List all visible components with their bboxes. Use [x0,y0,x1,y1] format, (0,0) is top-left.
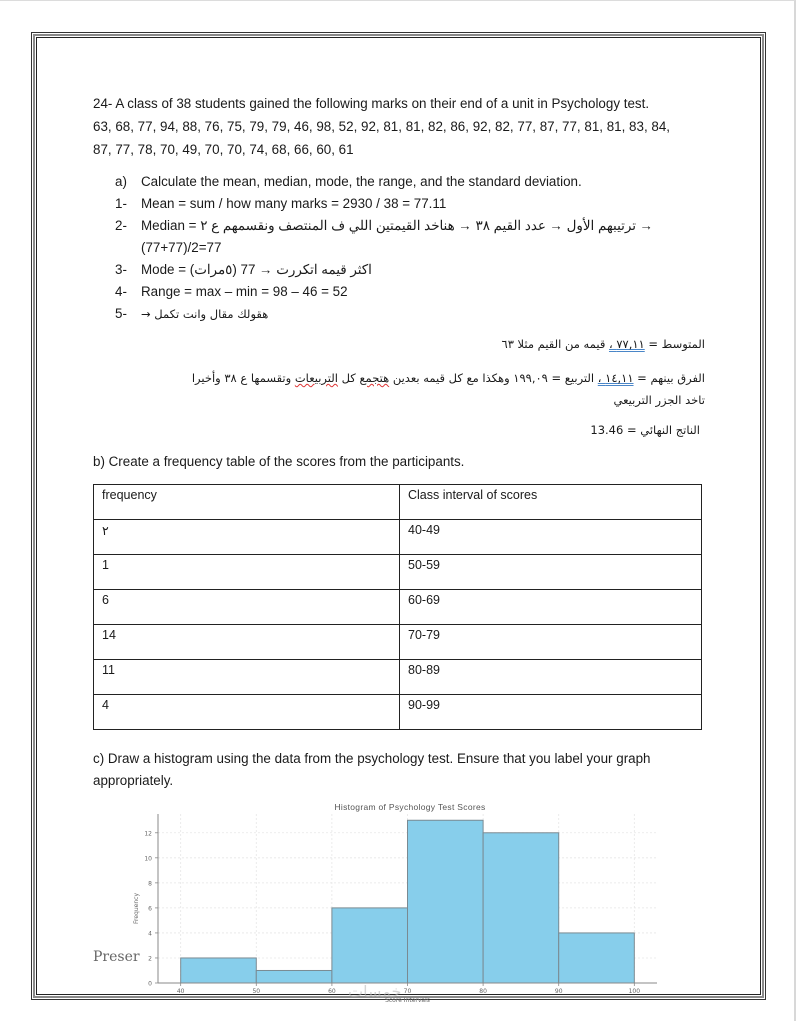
note-text: المتوسط = [644,337,705,351]
y-tick-label: 6 [148,905,152,913]
histogram-bar [483,833,559,983]
cell-frequency: 1 [94,555,400,590]
note-text: كل [337,371,360,385]
x-tick-label: 50 [252,988,261,995]
histogram-bar [332,908,408,983]
y-tick-label: 0 [148,980,152,988]
underlined-value: ٧٧,١١ ، [608,337,645,351]
median-continuation: (77+77)/2=77 [141,240,222,255]
x-tick-label: 40 [176,988,185,995]
cell-frequency: 11 [94,660,400,695]
table-row [94,590,702,625]
item-text: Mode = اكثر قيمه اتكررت → 77 (٥مرات) [141,262,372,277]
y-tick-label: 8 [148,880,152,888]
cell-interval: 70-79 [400,625,702,660]
table-header-row [94,485,702,520]
part-c-heading-line-1: c) Draw a histogram using the data from the psychology test. Ensure that you label your graph [93,751,651,766]
item-text: هقولك مقال وانت تكمل → [141,307,269,321]
item-number: 1- [115,196,127,211]
x-axis-label: Score Intervals [385,997,430,1004]
cell-interval: 50-59 [400,555,702,590]
table-row [94,555,702,590]
marks-line-2: 87, 77, 78, 70, 49, 70, 70, 74, 68, 66, 60, 61 [93,142,354,157]
question-title: 24- A class of 38 students gained the following marks on their end of a unit in Psychology test. [93,96,650,111]
frequency-table [93,484,702,730]
watermark: خمسات [348,982,402,1001]
x-tick-label: 90 [554,988,563,995]
header-frequency: frequency [94,485,400,520]
cell-interval: 90-99 [400,695,702,730]
item-number: 5- [115,306,127,321]
arabic-note-sqrt: تاخد الجزر التربيعي [613,393,705,407]
cell-frequency: 4 [94,695,400,730]
arabic-note-result: الناتج النهائي = 13.46 [590,423,700,437]
item-number: 2- [115,218,127,233]
part-b-heading: b) Create a frequency table of the scores from the participants. [93,454,465,469]
part-c-heading-line-2: appropriately. [93,773,174,788]
x-tick-label: 70 [403,988,412,995]
preser-overlay-text: Preser [93,949,140,965]
histogram-bar [408,820,484,983]
item-text: Range = max – min = 98 – 46 = 52 [141,284,348,299]
histogram-bar [256,970,332,983]
y-axis-label: Frequency [133,893,140,924]
item-number: 3- [115,262,127,277]
cell-interval: 40-49 [400,520,702,555]
spellcheck-word: التربيعات [294,371,338,385]
x-tick-label: 80 [479,988,487,995]
chart-title: Histogram of Psychology Test Scores [334,802,486,812]
x-tick-label: 100 [628,988,641,995]
arabic-note-mean [502,333,705,355]
note-text: قيمه من القيم مثلا ٦٣ [501,337,609,351]
y-tick-label: 10 [144,855,152,863]
part-a-label: a) [115,174,127,189]
part-a-text: Calculate the mean, median, mode, the range, and the standard deviation. [141,174,582,189]
underlined-value: ١٤,١١ ، [597,371,634,385]
table-row [94,625,702,660]
arabic-note-difference [192,367,705,389]
cell-frequency: ٢ [94,520,400,555]
histogram-bar [181,958,257,983]
table-row [94,660,702,695]
x-tick-label: 60 [328,988,336,995]
cell-interval: 80-89 [400,660,702,695]
item-text: Median = ترتيبهم الأول → عدد القيم ٣٨ → هناخد القيمتين اللي ف المنتصف ونقسمهم ع ٢ → [141,218,654,233]
y-tick-label: 12 [144,830,152,838]
y-tick-label: 2 [148,955,152,963]
y-tick-label: 4 [148,930,152,938]
note-text: التربيع = ١٩٩,٠٩ وهكذا مع كل قيمه بعدين [389,371,598,385]
histogram-bar [559,933,635,983]
marks-line-1: 63, 68, 77, 94, 88, 76, 75, 79, 79, 46, 98, 52, 92, 81, 81, 82, 86, 92, 82, 77, 87, 77, 81, 81, 83, 84, [93,119,670,134]
item-number: 4- [115,284,127,299]
cell-frequency: 14 [94,625,400,660]
item-text: Mean = sum / how many marks = 2930 / 38 = 77.11 [141,196,447,211]
cell-interval: 60-69 [400,590,702,625]
header-class-interval: Class interval of scores [400,485,702,520]
table-row [94,695,702,730]
spellcheck-word: هتجمع [359,371,390,385]
note-text: وتقسمها ع ٣٨ وأخيرا [191,371,295,385]
table-row [94,520,702,555]
note-text: الفرق بينهم = [633,371,705,385]
cell-frequency: 6 [94,590,400,625]
